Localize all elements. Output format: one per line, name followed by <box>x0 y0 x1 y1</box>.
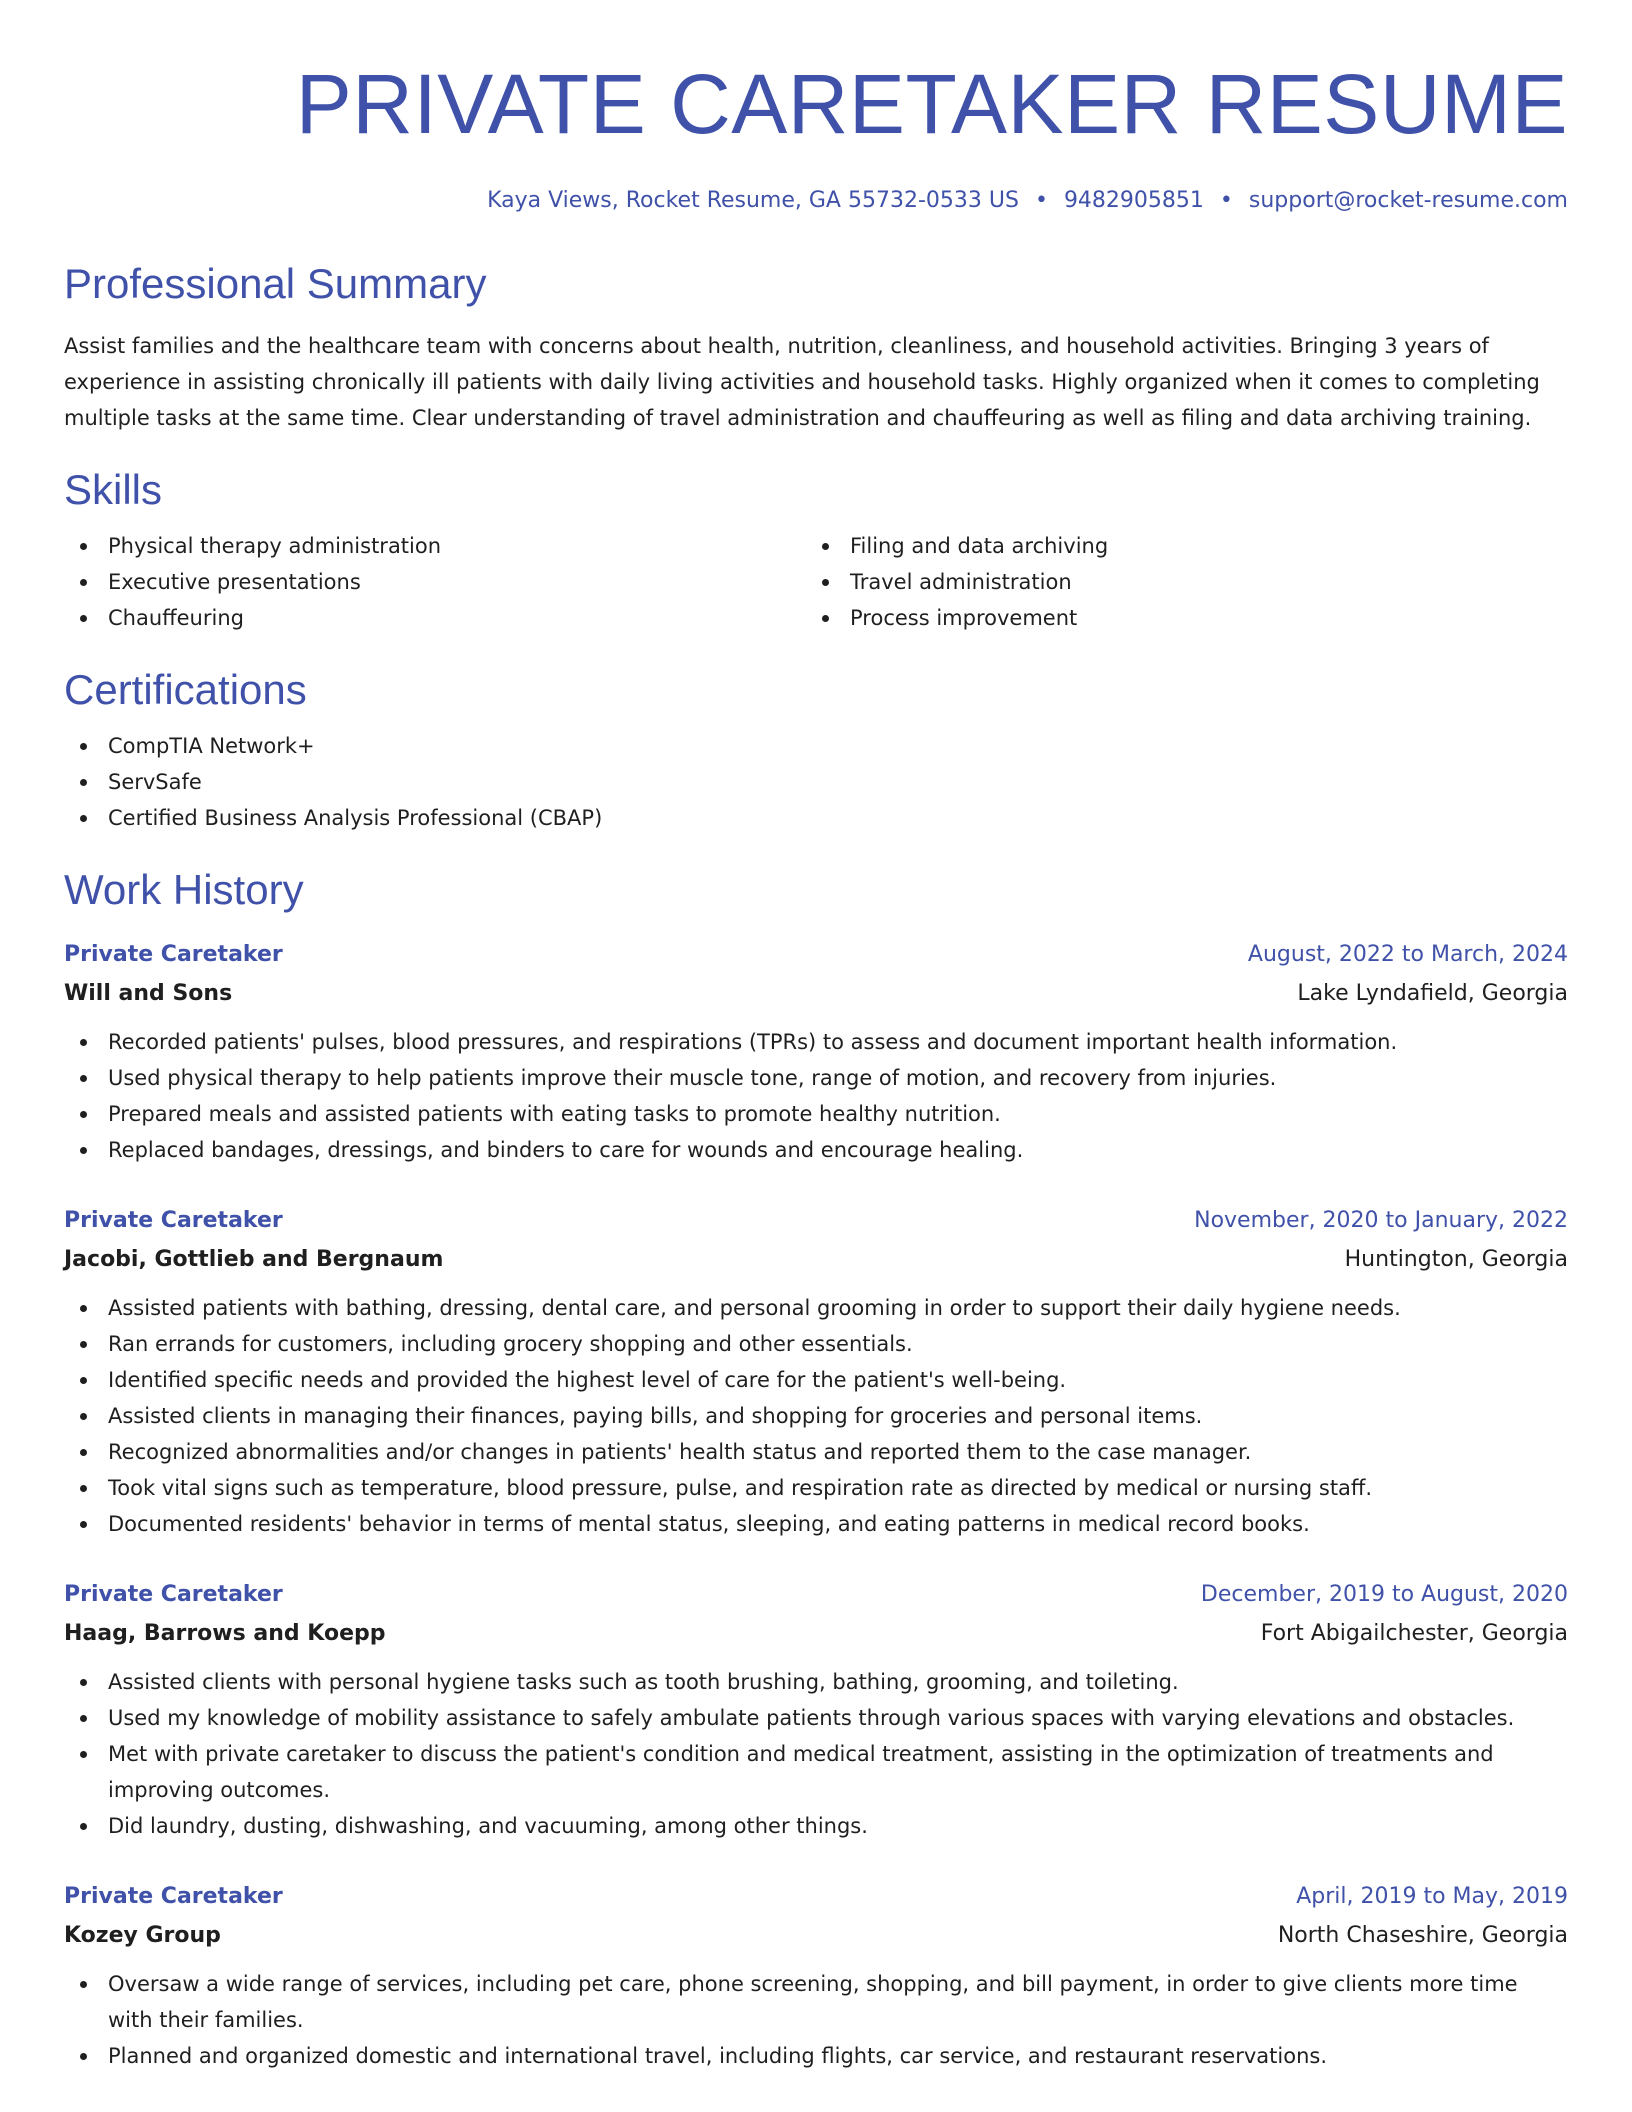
contact-phone: 9482905851 <box>1063 188 1204 213</box>
job-entry <box>64 936 1568 1168</box>
certifications-list <box>64 728 1568 836</box>
job-role-row <box>64 1202 1568 1240</box>
contact-line <box>64 186 1568 216</box>
job-bullet: Replaced bandages, dressings, and binders to care for wounds and encourage healing. <box>64 1132 1568 1168</box>
job-dates: December, 2019 to August, 2020 <box>1200 1582 1568 1607</box>
job-location: Fort Abigailchester, Georgia <box>1260 1621 1568 1646</box>
job-company: Kozey Group <box>64 1923 221 1948</box>
job-company-row <box>64 1916 1568 1956</box>
skill-item: Executive presentations <box>64 564 806 600</box>
skills-grid <box>64 528 1568 636</box>
contact-email: support@rocket-resume.com <box>1248 188 1568 213</box>
summary-heading: Professional Summary <box>64 260 487 307</box>
skills-heading: Skills <box>64 466 163 513</box>
certifications-section <box>64 664 1568 836</box>
skill-item: Filing and data archiving <box>806 528 1548 564</box>
job-dates: August, 2022 to March, 2024 <box>1247 942 1568 967</box>
job-location: North Chaseshire, Georgia <box>1277 1923 1568 1948</box>
job-bullet: Assisted clients in managing their finances, paying bills, and shopping for groceries and personal items. <box>64 1398 1568 1434</box>
job-bullet: Recognized abnormalities and/or changes in patients' health status and reported them to the case manager. <box>64 1434 1568 1470</box>
job-bullet: Ran errands for customers, including grocery shopping and other essentials. <box>64 1326 1568 1362</box>
contact-separator: • <box>1219 188 1233 213</box>
job-dates: April, 2019 to May, 2019 <box>1296 1884 1568 1909</box>
job-bullet: Took vital signs such as temperature, blood pressure, pulse, and respiration rate as directed by medical or nursing staff. <box>64 1470 1568 1506</box>
job-role: Private Caretaker <box>64 942 283 967</box>
job-company-row <box>64 1240 1568 1280</box>
job-bullet: Did laundry, dusting, dishwashing, and vacuuming, among other things. <box>64 1808 1568 1844</box>
skill-item: Chauffeuring <box>64 600 806 636</box>
contact-separator: • <box>1034 188 1048 213</box>
job-bullet-list <box>64 1290 1568 1542</box>
resume-title: PRIVATE CARETAKER RESUME <box>295 57 1568 151</box>
job-bullet: Assisted clients with personal hygiene tasks such as tooth brushing, bathing, grooming, and toileting. <box>64 1664 1568 1700</box>
job-role-row <box>64 1576 1568 1614</box>
job-company: Will and Sons <box>64 981 233 1006</box>
job-role-row <box>64 936 1568 974</box>
skill-item: Travel administration <box>806 564 1548 600</box>
job-bullet: Identified specific needs and provided the highest level of care for the patient's well-being. <box>64 1362 1568 1398</box>
job-bullet: Documented residents' behavior in terms of mental status, sleeping, and eating patterns in medical record books. <box>64 1506 1568 1542</box>
job-company: Haag, Barrows and Koepp <box>64 1621 386 1646</box>
job-company-row <box>64 974 1568 1014</box>
skill-item: Physical therapy administration <box>64 528 806 564</box>
job-role: Private Caretaker <box>64 1884 283 1909</box>
certification-item: Certified Business Analysis Professional (CBAP) <box>64 800 1568 836</box>
job-bullet-list <box>64 1024 1568 1168</box>
job-location: Huntington, Georgia <box>1344 1247 1568 1272</box>
skills-section <box>64 464 1568 636</box>
skills-left-list <box>64 528 806 636</box>
job-bullet: Planned and organized domestic and international travel, including flights, car service, and restaurant reservations. <box>64 2038 1568 2074</box>
skill-item: Process improvement <box>806 600 1548 636</box>
contact-address: Kaya Views, Rocket Resume, GA 55732-0533 US <box>487 188 1019 213</box>
skills-right-list <box>806 528 1548 636</box>
job-bullet: Prepared meals and assisted patients with eating tasks to promote healthy nutrition. <box>64 1096 1568 1132</box>
job-bullet: Recorded patients' pulses, blood pressures, and respirations (TPRs) to assess and document important health information. <box>64 1024 1568 1060</box>
work-history-section <box>64 864 1568 2074</box>
job-bullet: Met with private caretaker to discuss the patient's condition and medical treatment, assisting in the optimization of treatments and improving outcomes. <box>64 1736 1568 1808</box>
job-bullet: Used physical therapy to help patients improve their muscle tone, range of motion, and recovery from injuries. <box>64 1060 1568 1096</box>
job-entry <box>64 1576 1568 1844</box>
job-company-row <box>64 1614 1568 1654</box>
job-entry <box>64 1878 1568 2074</box>
job-role: Private Caretaker <box>64 1582 283 1607</box>
work-history-heading: Work History <box>64 866 304 913</box>
job-role-row <box>64 1878 1568 1916</box>
job-company: Jacobi, Gottlieb and Bergnaum <box>64 1247 444 1272</box>
summary-text: Assist families and the healthcare team with concerns about health, nutrition, cleanliness, and household activities. Bringing 3 years of experience in assisting chronically ill patients with daily living activities and household tasks. Highly organized when it comes to completing multiple tasks at the same time. Clear understanding of travel administration and chauffeuring as well as filing and data archiving training. <box>64 334 1540 430</box>
summary-section <box>64 258 1568 436</box>
certification-item: CompTIA Network+ <box>64 728 1568 764</box>
job-location: Lake Lyndafield, Georgia <box>1297 981 1568 1006</box>
job-dates: November, 2020 to January, 2022 <box>1194 1208 1568 1233</box>
job-bullet: Used my knowledge of mobility assistance to safely ambulate patients through various spaces with varying elevations and obstacles. <box>64 1700 1568 1736</box>
job-bullet-list <box>64 1664 1568 1844</box>
job-bullet: Oversaw a wide range of services, including pet care, phone screening, shopping, and bill payment, in order to give clients more time with their families. <box>64 1966 1568 2038</box>
job-entry <box>64 1202 1568 1542</box>
resume-header <box>64 56 1568 216</box>
certification-item: ServSafe <box>64 764 1568 800</box>
certifications-heading: Certifications <box>64 666 307 713</box>
job-role: Private Caretaker <box>64 1208 283 1233</box>
job-bullet-list <box>64 1966 1568 2074</box>
job-bullet: Assisted patients with bathing, dressing, dental care, and personal grooming in order to support their daily hygiene needs. <box>64 1290 1568 1326</box>
